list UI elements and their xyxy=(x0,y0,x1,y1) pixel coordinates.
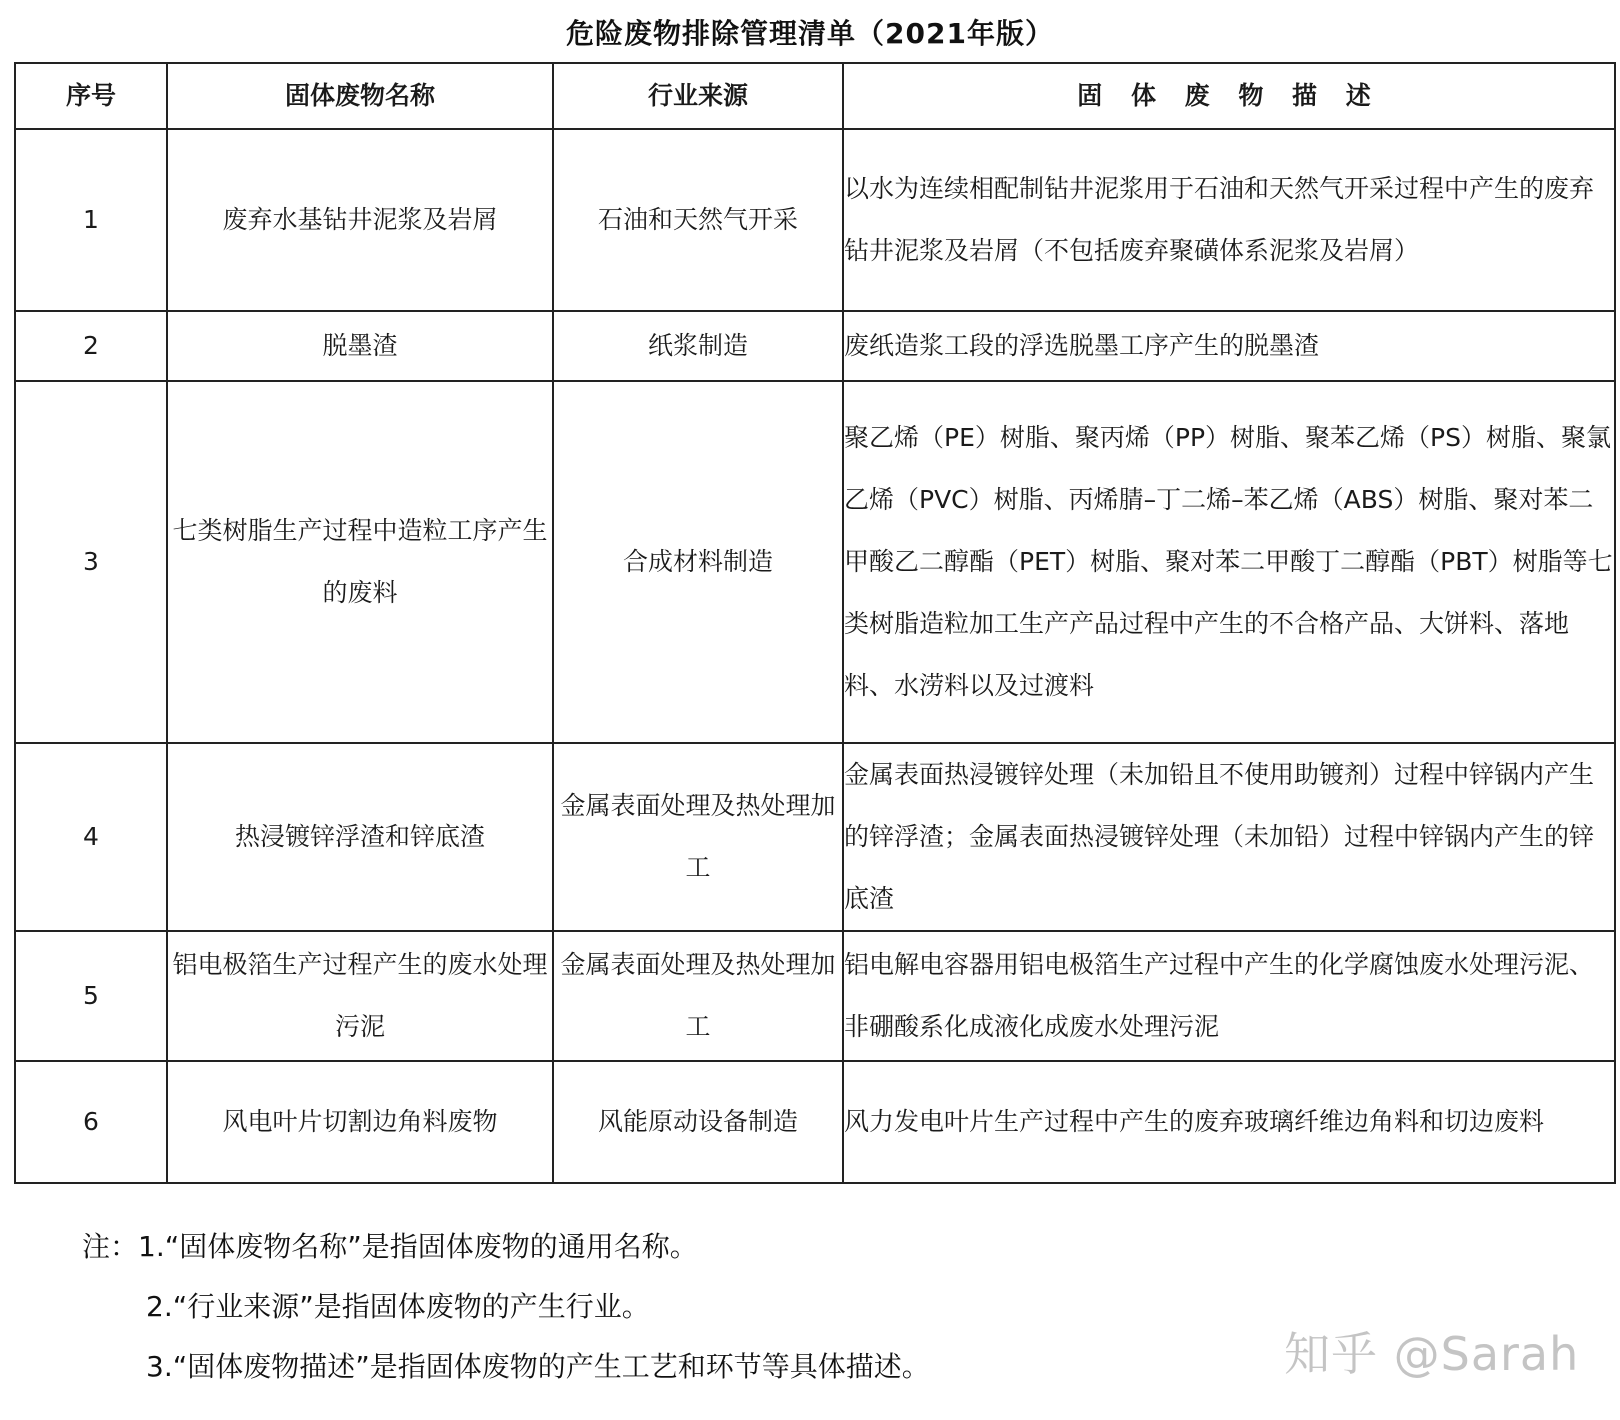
row-no: 6 xyxy=(15,1061,167,1183)
table-row xyxy=(15,1061,1615,1183)
table-row xyxy=(15,931,1615,1061)
row-desc: 聚乙烯（PE）树脂、聚丙烯（PP）树脂、聚苯乙烯（PS）树脂、聚氯乙烯（PVC）树脂、丙烯腈–丁二烯–苯乙烯（ABS）树脂、聚对苯二甲酸乙二醇酯（PET）树脂、聚对苯二甲酸丁二醇酯（PBT）树脂等七类树脂造粒加工生产产品过程中产生的不合格产品、大饼料、落地料、水涝料以及过渡料 xyxy=(843,381,1615,743)
row-no: 3 xyxy=(15,381,167,743)
table-row xyxy=(15,381,1615,743)
row-source: 纸浆制造 xyxy=(553,311,843,381)
row-name: 废弃水基钻井泥浆及岩屑 xyxy=(167,129,553,311)
row-source: 风能原动设备制造 xyxy=(553,1061,843,1183)
row-desc: 风力发电叶片生产过程中产生的废弃玻璃纤维边角料和切边废料 xyxy=(843,1061,1615,1183)
row-source: 石油和天然气开采 xyxy=(553,129,843,311)
footnote-3: 3.“固体废物描述”是指固体废物的产生工艺和环节等具体描述。 xyxy=(146,1350,930,1383)
row-name: 七类树脂生产过程中造粒工序产生的废料 xyxy=(167,381,553,743)
row-desc: 废纸造浆工段的浮选脱墨工序产生的脱墨渣 xyxy=(843,311,1615,381)
row-no: 4 xyxy=(15,743,167,931)
row-name: 铝电极箔生产过程产生的废水处理污泥 xyxy=(167,931,553,1061)
row-name: 热浸镀锌浮渣和锌底渣 xyxy=(167,743,553,931)
footnotes xyxy=(82,1217,930,1397)
waste-exemption-table xyxy=(14,62,1616,1184)
header-name: 固体废物名称 xyxy=(167,63,553,129)
footnote-2: 2.“行业来源”是指固体废物的产生行业。 xyxy=(146,1290,650,1323)
row-name: 脱墨渣 xyxy=(167,311,553,381)
header-source: 行业来源 xyxy=(553,63,843,129)
row-source: 金属表面处理及热处理加工 xyxy=(553,931,843,1061)
table-header-row xyxy=(15,63,1615,129)
row-no: 1 xyxy=(15,129,167,311)
row-desc: 以水为连续相配制钻井泥浆用于石油和天然气开采过程中产生的废弃钻井泥浆及岩屑（不包括废弃聚磺体系泥浆及岩屑） xyxy=(843,129,1615,311)
zhihu-watermark: 知乎 @Sarah xyxy=(1284,1327,1580,1381)
table-row xyxy=(15,311,1615,381)
header-desc: 固 体 废 物 描 述 xyxy=(843,63,1615,129)
row-source: 金属表面处理及热处理加工 xyxy=(553,743,843,931)
row-desc: 铝电解电容器用铝电极箔生产过程中产生的化学腐蚀废水处理污泥、非硼酸系化成液化成废水处理污泥 xyxy=(843,931,1615,1061)
row-no: 5 xyxy=(15,931,167,1061)
row-name: 风电叶片切割边角料废物 xyxy=(167,1061,553,1183)
footnote-1: 注：1.“固体废物名称”是指固体废物的通用名称。 xyxy=(82,1230,698,1263)
document-title: 危险废物排除管理清单（2021年版） xyxy=(566,17,1054,50)
table-row xyxy=(15,129,1615,311)
row-source: 合成材料制造 xyxy=(553,381,843,743)
row-desc: 金属表面热浸镀锌处理（未加铅且不使用助镀剂）过程中锌锅内产生的锌浮渣；金属表面热浸镀锌处理（未加铅）过程中锌锅内产生的锌底渣 xyxy=(843,743,1615,931)
row-no: 2 xyxy=(15,311,167,381)
header-no: 序号 xyxy=(15,63,167,129)
table-row xyxy=(15,743,1615,931)
